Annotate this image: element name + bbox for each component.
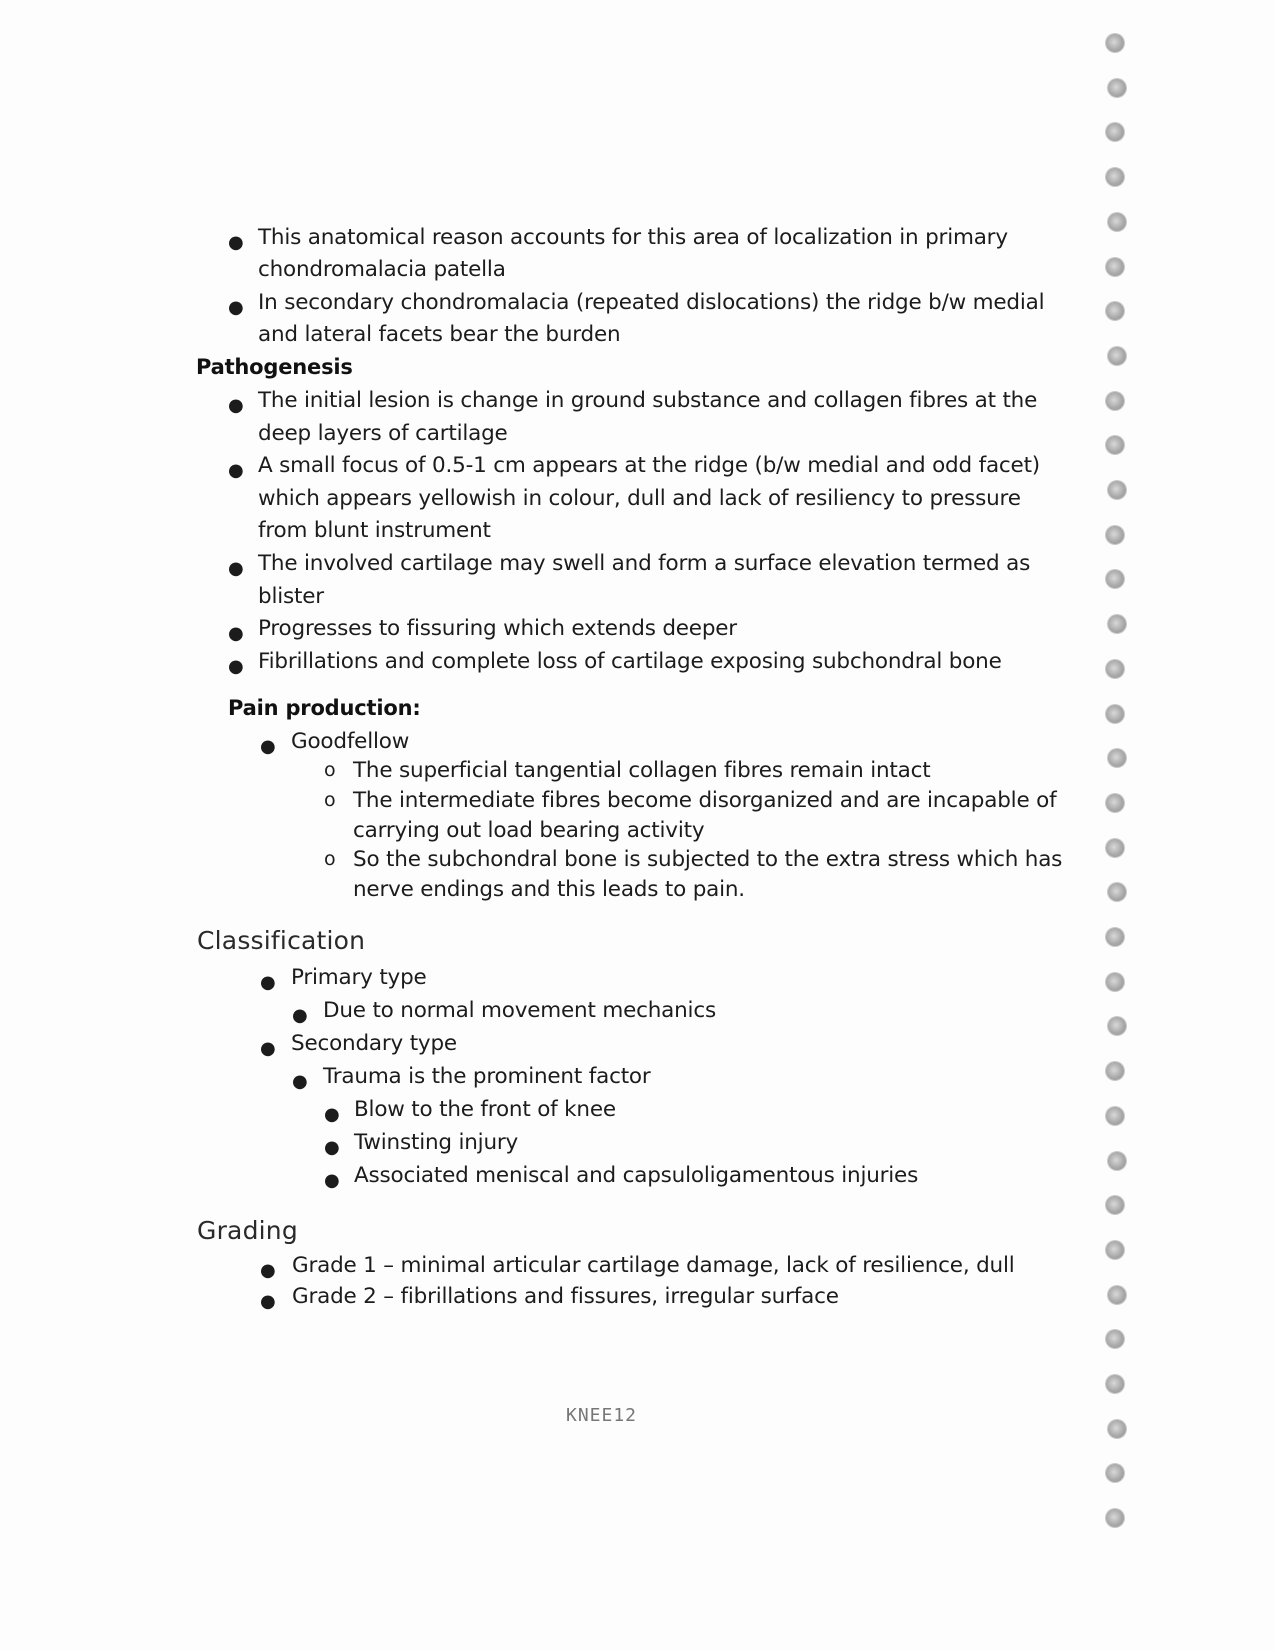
pain-subitem-2-line-1: The intermediate fibres become disorganized and are incapable of [353,788,1057,813]
pain-subitem-3-line-1: So the subchondral bone is subjected to the extra stress which has [353,847,1063,872]
binder-hole-icon [1106,1062,1124,1080]
pathogenesis-bullet-4-line-1: Progresses to fissuring which extends deeper [258,616,737,641]
binder-hole-icon [1106,973,1124,991]
pathogenesis-bullet-1-line-2: deep layers of cartilage [258,421,508,446]
binder-hole-icon [1106,1196,1124,1214]
bullet-icon: ● [228,460,244,481]
binder-hole-icon [1106,839,1124,857]
hollow-bullet-icon: o [324,848,336,870]
binder-hole-icon [1106,660,1124,678]
bullet-icon: ● [260,736,276,757]
bullet-icon: ● [292,1005,308,1026]
pain-production-heading: Pain production: [228,696,421,720]
bullet-icon: ● [292,1071,308,1092]
binder-hole-icon [1106,928,1124,946]
binder-hole-icon [1108,213,1126,231]
binder-hole-icon [1108,615,1126,633]
secondary-item-3: Associated meniscal and capsuloligamentous injuries [354,1163,919,1188]
pain-subitem-3-line-2: nerve endings and this leads to pain. [353,877,745,902]
hollow-bullet-icon: o [324,759,336,781]
bullet-icon: ● [260,1038,276,1059]
grading-item-2: Grade 2 – fibrillations and fissures, irregular surface [292,1284,839,1309]
page-footer-label: KNEE12 [566,1405,638,1426]
bullet-icon: ● [260,1260,276,1281]
pathogenesis-bullet-1-line-1: The initial lesion is change in ground substance and collagen fibres at the [258,388,1038,413]
binder-hole-icon [1108,347,1126,365]
bullet-icon: ● [324,1104,340,1125]
classification-secondary: Secondary type [291,1031,457,1056]
grading-heading: Grading [197,1216,298,1245]
binder-hole-icon [1106,1464,1124,1482]
binder-hole-icon [1106,34,1124,52]
binder-hole-icon [1108,1420,1126,1438]
pathogenesis-heading: Pathogenesis [196,355,353,379]
binder-hole-icon [1106,794,1124,812]
bullet-icon: ● [228,232,244,253]
pathogenesis-bullet-5-line-1: Fibrillations and complete loss of cartilage exposing subchondral bone [258,649,1002,674]
pathogenesis-bullet-2-line-3: from blunt instrument [258,518,491,543]
bullet-icon: ● [228,623,244,644]
bullet-icon: ● [228,395,244,416]
bullet-icon: ● [324,1170,340,1191]
classification-primary-sub: Due to normal movement mechanics [323,998,716,1023]
binder-hole-icon [1106,705,1124,723]
bullet-icon: ● [228,656,244,677]
intro-bullet-2-line-1: In secondary chondromalacia (repeated dislocations) the ridge b/w medial [258,290,1045,315]
binder-hole-icon [1108,79,1126,97]
classification-heading: Classification [197,926,366,955]
binder-hole-icon [1106,168,1124,186]
bullet-icon: ● [260,972,276,993]
binder-hole-icon [1106,436,1124,454]
bullet-icon: ● [260,1291,276,1312]
grading-item-1: Grade 1 – minimal articular cartilage damage, lack of resilience, dull [292,1253,1015,1278]
binder-hole-icon [1106,570,1124,588]
pain-item-goodfellow: Goodfellow [291,729,410,754]
intro-bullet-2-line-2: and lateral facets bear the burden [258,322,621,347]
secondary-item-1: Blow to the front of knee [354,1097,616,1122]
binder-hole-icon [1108,883,1126,901]
binder-hole-icon [1106,1375,1124,1393]
binder-hole-icon [1106,1509,1124,1527]
binder-hole-icon [1106,123,1124,141]
binder-hole-icon [1108,481,1126,499]
binder-hole-icon [1106,1241,1124,1259]
binder-hole-icon [1106,1330,1124,1348]
pain-subitem-2-line-2: carrying out load bearing activity [353,818,705,843]
bullet-icon: ● [228,297,244,318]
pathogenesis-bullet-3-line-1: The involved cartilage may swell and form a surface elevation termed as [258,551,1031,576]
binder-hole-icon [1108,1152,1126,1170]
pathogenesis-bullet-3-line-2: blister [258,584,324,609]
intro-bullet-1-line-2: chondromalacia patella [258,257,506,282]
classification-primary: Primary type [291,965,427,990]
pathogenesis-bullet-2-line-2: which appears yellowish in colour, dull and lack of resiliency to pressure [258,486,1021,511]
bullet-icon: ● [228,558,244,579]
intro-bullet-1-line-1: This anatomical reason accounts for this area of localization in primary [258,225,1008,250]
binder-hole-icon [1106,258,1124,276]
binder-hole-icon [1108,1017,1126,1035]
pain-subitem-1-line-1: The superficial tangential collagen fibres remain intact [353,758,931,783]
pathogenesis-bullet-2-line-1: A small focus of 0.5-1 cm appears at the ridge (b/w medial and odd facet) [258,453,1040,478]
hollow-bullet-icon: o [324,789,336,811]
binder-hole-icon [1108,749,1126,767]
secondary-item-2: Twinsting injury [354,1130,519,1155]
binder-hole-icon [1106,392,1124,410]
bullet-icon: ● [324,1137,340,1158]
binder-hole-icon [1106,526,1124,544]
binder-hole-icon [1106,1107,1124,1125]
binder-hole-icon [1106,302,1124,320]
classification-secondary-sub: Trauma is the prominent factor [323,1064,651,1089]
binder-hole-icon [1108,1286,1126,1304]
